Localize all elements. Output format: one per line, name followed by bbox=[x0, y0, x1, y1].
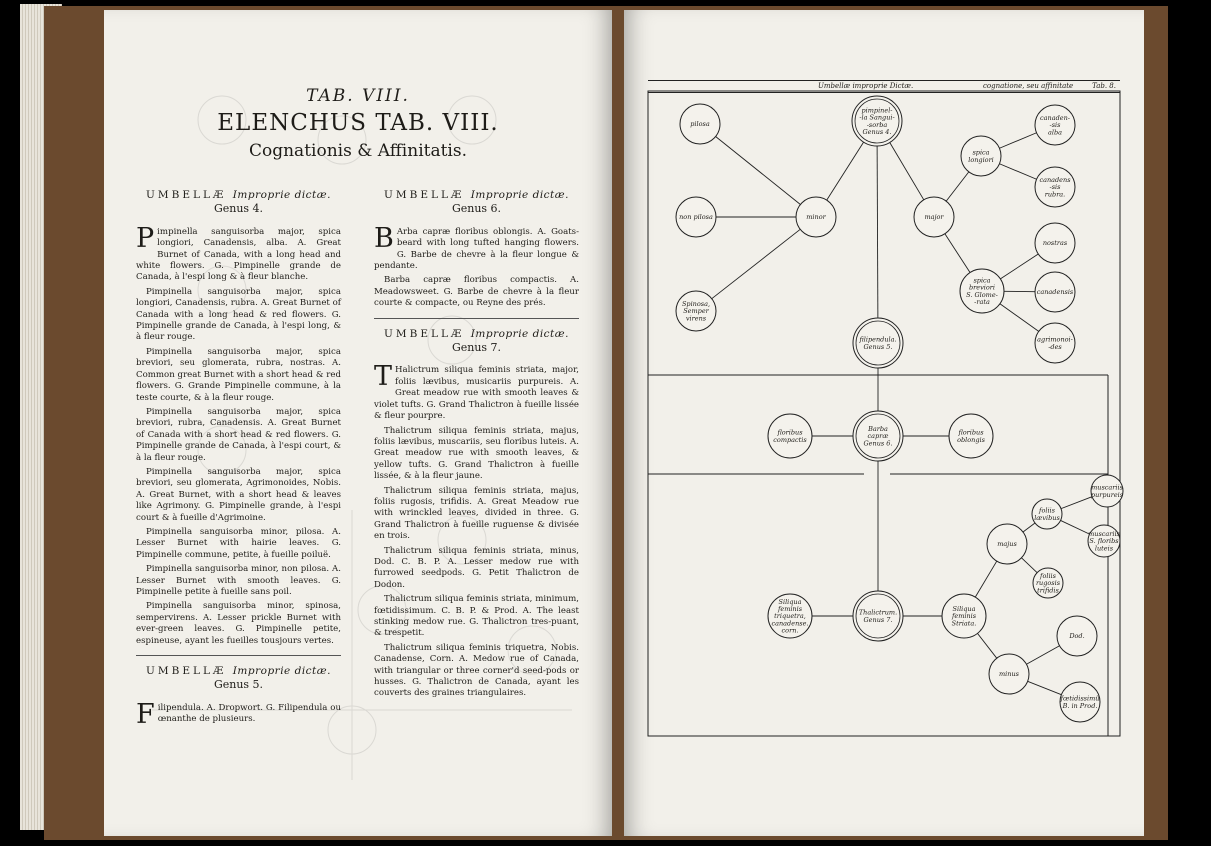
node-muscariis-luteis bbox=[1088, 525, 1121, 557]
node-label: foliis bbox=[1040, 572, 1056, 580]
left-page bbox=[104, 10, 612, 836]
node-label: canadens bbox=[1039, 176, 1071, 184]
node-pimpinella bbox=[852, 96, 902, 146]
node-foetidissimum bbox=[1060, 682, 1100, 722]
genus-label: Genus 4. bbox=[213, 202, 264, 216]
connector-line bbox=[946, 172, 969, 201]
section-rule bbox=[136, 655, 341, 656]
connector-line bbox=[716, 137, 801, 205]
node-label: -sis bbox=[1049, 121, 1061, 130]
node-label: Genus 5. bbox=[863, 342, 893, 351]
right-page bbox=[624, 10, 1144, 836]
node-label: alba bbox=[1048, 128, 1062, 137]
header-title: Umbellæ improprie Dictæ. bbox=[818, 82, 914, 90]
node-floribus-oblongis bbox=[949, 414, 993, 458]
connector-line bbox=[890, 142, 924, 199]
entry: Pimpinella sanguisorba minor, spinosa, sempervirens. A. Lesser prickle Burnet with ever-green leaves. G. Pimpinelle petite, espineuse, ayant les fueilles tousjours vertes. bbox=[136, 601, 341, 646]
node-non-pilosa bbox=[676, 197, 716, 237]
drop-cap: T bbox=[374, 361, 393, 393]
section-rule bbox=[374, 318, 579, 319]
node-label: floribus bbox=[777, 428, 803, 437]
connector-line bbox=[1028, 681, 1062, 694]
genus-label: Genus 5. bbox=[213, 678, 264, 692]
node-filipendula bbox=[853, 318, 903, 368]
node-floribus-compactis bbox=[768, 414, 812, 458]
section-heading: UMBELLÆ Improprie dictæ. bbox=[384, 189, 569, 201]
node-label: minor bbox=[806, 213, 826, 222]
node-label: muscariis bbox=[1091, 483, 1123, 492]
node-label: lævibus bbox=[1034, 513, 1060, 522]
node-minor bbox=[796, 197, 836, 237]
node-label: minus bbox=[999, 670, 1019, 679]
node-label: Spinosa, bbox=[681, 300, 711, 308]
connector-line bbox=[1023, 523, 1035, 532]
node-label: longiori bbox=[968, 155, 994, 164]
node-label: fœtidissimũ bbox=[1060, 694, 1100, 703]
node-label: foliis bbox=[1039, 506, 1055, 515]
section-heading: UMBELLÆ Improprie dictæ. bbox=[146, 189, 331, 201]
node-siliqua-triquetra bbox=[768, 594, 812, 638]
connector-line bbox=[977, 633, 996, 658]
entry: Pimpinella sanguisorba major, spica longiori, Canadensis, alba. A. Great Burnet of Canada, with a long head and white flowers. G. Pimpinelle grande de Canada, à l'espi long & à fleur blanche. bbox=[136, 222, 341, 283]
node-canadensis-alba bbox=[1035, 105, 1075, 145]
node-minus bbox=[989, 654, 1029, 694]
entry: Thalictrum siliqua feminis striata, minus, Dod. C. B. P. A. Lesser medow rue with furrowed seedpods. G. Petit Thalictron de Dodon. bbox=[374, 545, 579, 590]
node-major bbox=[914, 197, 954, 237]
node-spica-longiori bbox=[961, 136, 1001, 176]
node-label: nostras bbox=[1042, 239, 1068, 248]
entry: Thalictrum siliqua feminis striata, majus, foliis lævibus, muscariis, seu floribus luteis. A. Great meadow rue with smooth leaves, & yellow tufts. G. Grand Thalictron à fueille lissée, & à la fleur jaune. bbox=[374, 425, 579, 482]
node-label: Siliqua bbox=[952, 605, 976, 613]
column-right bbox=[374, 190, 579, 703]
node-label: canadensis bbox=[1036, 288, 1074, 297]
connector-line bbox=[712, 229, 801, 298]
node-label: Striata. bbox=[951, 619, 977, 628]
node-thalictrum bbox=[853, 591, 903, 641]
entry: Pimpinella sanguisorba major, spica longiori, Canadensis, rubra. A. Great Burnet of Canada with a long head & red flowers. G. Pimpinelle grande de Canada, à l'espi long, & à fleur rouge. bbox=[136, 286, 341, 343]
node-foliis-rugosis bbox=[1033, 568, 1063, 598]
connector-line bbox=[1026, 646, 1059, 664]
node-label: compactis bbox=[773, 435, 807, 444]
node-label: S. floribs bbox=[1089, 537, 1119, 546]
node-label: -des bbox=[1048, 342, 1062, 351]
node-label: Semper bbox=[683, 307, 709, 316]
entry: B Arba capræ floribus oblongis. A. Goats-beard with long tufted hanging flowers. G. Barbe de chevre à la fleur longue & pendante. bbox=[374, 222, 579, 272]
node-label: spica bbox=[972, 148, 990, 157]
node-label: purpureis bbox=[1090, 490, 1124, 499]
entry: T Halictrum siliqua feminis striata, major, foliis lævibus, musicariis purpureis. A. Great meadow rue with smooth leaves & violet tufts. G. Grand Thalictron à fueille lissée & fleur pourpre. bbox=[374, 361, 579, 422]
entry: Pimpinella sanguisorba major, spica breviori, rubra, Canadensis. A. Great Burnet of Canada with a short head & red flowers. G. Pimpinelle grande de Canada, à l'espi court, & à la fleur rouge. bbox=[136, 406, 341, 463]
drop-cap: F bbox=[136, 698, 155, 730]
node-label: majus bbox=[997, 540, 1017, 549]
node-label: spica bbox=[973, 276, 991, 285]
node-label: virens bbox=[685, 314, 707, 323]
node-label: -sorba bbox=[866, 120, 888, 129]
entry: Filipendula. A. Dropwort. G. Filipendula ou œnanthe de plusieurs. bbox=[136, 698, 341, 730]
header-subtitle: cognatione, seu affinitate bbox=[983, 82, 1074, 90]
node-label: Dod. bbox=[1069, 632, 1085, 641]
node-barba-caprae bbox=[853, 411, 903, 461]
node-label: -sis bbox=[1049, 183, 1061, 192]
node-label: rugosis bbox=[1035, 579, 1061, 588]
node-label: Barba bbox=[868, 425, 888, 433]
node-canadensis-rubra bbox=[1035, 167, 1075, 207]
entry: Pimpinella sanguisorba major, spica breviori, seu glomerata, rubra, nostras. A. Common great Burnet with a short head & red flowers. G. Grande Pimpinelle commune, à la teste courte, & à la fleur rouge. bbox=[136, 346, 341, 403]
node-label: breviori bbox=[969, 283, 995, 292]
node-label: -rata bbox=[974, 298, 990, 306]
node-label: Genus 4. bbox=[862, 128, 892, 136]
node-label: S. Glome- bbox=[966, 290, 998, 299]
node-dod bbox=[1057, 616, 1097, 656]
node-label: pimpinel- bbox=[861, 106, 893, 115]
node-label: agrimonoi- bbox=[1037, 335, 1073, 344]
drop-cap: B bbox=[374, 222, 394, 254]
node-label: Siliqua bbox=[778, 597, 802, 606]
connector-line bbox=[1000, 254, 1038, 279]
node-label: triquetra, bbox=[774, 612, 806, 621]
genus-label: Genus 6. bbox=[451, 202, 502, 216]
connector-line bbox=[1061, 520, 1090, 534]
connector-line bbox=[999, 164, 1036, 180]
page-subtitle: Cognationis & Affinitatis. bbox=[248, 141, 467, 161]
node-label: filipendula. bbox=[859, 335, 897, 344]
section-heading: UMBELLÆ Improprie dictæ. bbox=[384, 327, 569, 340]
connector-line bbox=[827, 142, 864, 200]
connector-line bbox=[975, 561, 996, 597]
node-label: Thalictrum. bbox=[858, 608, 898, 617]
node-spica-breviori bbox=[960, 269, 1004, 313]
node-label: Genus 6. bbox=[863, 439, 893, 448]
node-nostras bbox=[1035, 223, 1075, 263]
node-spinosa bbox=[676, 291, 716, 331]
entry: Barba capræ floribus compactis. A. Meadowsweet. G. Barbe de chevre à la fleur courte & compacte, ou Reyne des prés. bbox=[374, 275, 579, 309]
section-heading: UMBELLÆ Improprie dictæ. bbox=[146, 665, 331, 678]
entry: Thalictrum siliqua feminis striata, majus, foliis rugosis, trifidis. A. Great Meadow rue with wrinckled leaves, divided in three. G. Grand Thalictron à fueille ruguense & divisée en trois. bbox=[374, 485, 579, 542]
node-label: luteis bbox=[1094, 544, 1114, 553]
node-muscariis-purpureis bbox=[1091, 475, 1124, 507]
page-title: ELENCHUS TAB. VIII. bbox=[217, 110, 499, 136]
entry: Pimpinella sanguisorba minor, non pilosa. A. Lesser Burnet with smooth leaves. G. Pimpinelle petite à fueille sans poil. bbox=[136, 564, 341, 597]
node-label: major bbox=[924, 213, 944, 222]
node-label: -la Sangui- bbox=[859, 113, 895, 122]
node-foliis-laevibus bbox=[1032, 499, 1062, 529]
entry: Thalictrum siliqua feminis triquetra, Nobis. Canadense, Corn. A. Medow rue of Canada, with triangular or three corner'd seed-pods or husses. G. Thalictron de Canada, ayant les couverts des graines triangulaires. bbox=[374, 642, 579, 699]
node-label: oblongis bbox=[957, 435, 985, 444]
node-label: corn. bbox=[781, 626, 799, 635]
node-pilosa bbox=[680, 104, 720, 144]
tab-label: TAB. VIII. bbox=[306, 86, 410, 106]
entry: Thalictrum siliqua feminis striata, minimum, fœtidissimum. C. B. P. & Prod. A. The least stinking medow rue. G. Thalictron tres-puant, & trespetit. bbox=[374, 594, 579, 639]
node-label: Genus 7. bbox=[863, 615, 893, 624]
node-label: feminis bbox=[951, 612, 977, 621]
entry: Pimpinella sanguisorba major, spica breviori, seu glomerata, Agrimonoides, Nobis. A. Great Burnet, with a short head & leaves like Agrimony. G. Pimpinelle grande, à l'espi court & à fueille d'Agrimoine. bbox=[136, 466, 341, 523]
drop-cap: P bbox=[136, 222, 155, 254]
node-label: muscariis bbox=[1088, 530, 1120, 538]
genus-label: Genus 7. bbox=[451, 341, 502, 355]
node-label: canadense. bbox=[771, 619, 809, 628]
node-label: pilosa bbox=[690, 120, 710, 129]
connector-line bbox=[1000, 304, 1039, 332]
node-label: trifidis bbox=[1037, 586, 1059, 595]
entry: Pimpinella sanguisorba minor, pilosa. A. Lesser Burnet with hairie leaves. G. Pimpinelle commune, petite, à fueille poiluë. bbox=[136, 526, 341, 560]
node-label: B. in Prod. bbox=[1062, 701, 1098, 710]
node-canadensis bbox=[1035, 272, 1075, 312]
node-siliqua-striata bbox=[942, 594, 986, 638]
connector-line bbox=[945, 234, 970, 273]
connector-line bbox=[1061, 497, 1092, 509]
node-label: feminis bbox=[777, 605, 803, 613]
affinity-diagram bbox=[624, 10, 1144, 836]
column-left bbox=[136, 190, 341, 729]
node-label: floribus bbox=[958, 428, 984, 437]
node-label: rubra. bbox=[1044, 190, 1066, 199]
connector-line bbox=[999, 133, 1036, 149]
node-majus bbox=[987, 524, 1027, 564]
node-label: capræ bbox=[867, 432, 889, 441]
node-agrimonoides bbox=[1035, 323, 1075, 363]
page-number: Tab. 8. bbox=[1092, 82, 1116, 90]
node-label: canaden- bbox=[1040, 114, 1070, 122]
connector-line bbox=[1021, 558, 1037, 573]
connector-line bbox=[877, 146, 878, 318]
node-label: non pilosa bbox=[679, 213, 713, 222]
